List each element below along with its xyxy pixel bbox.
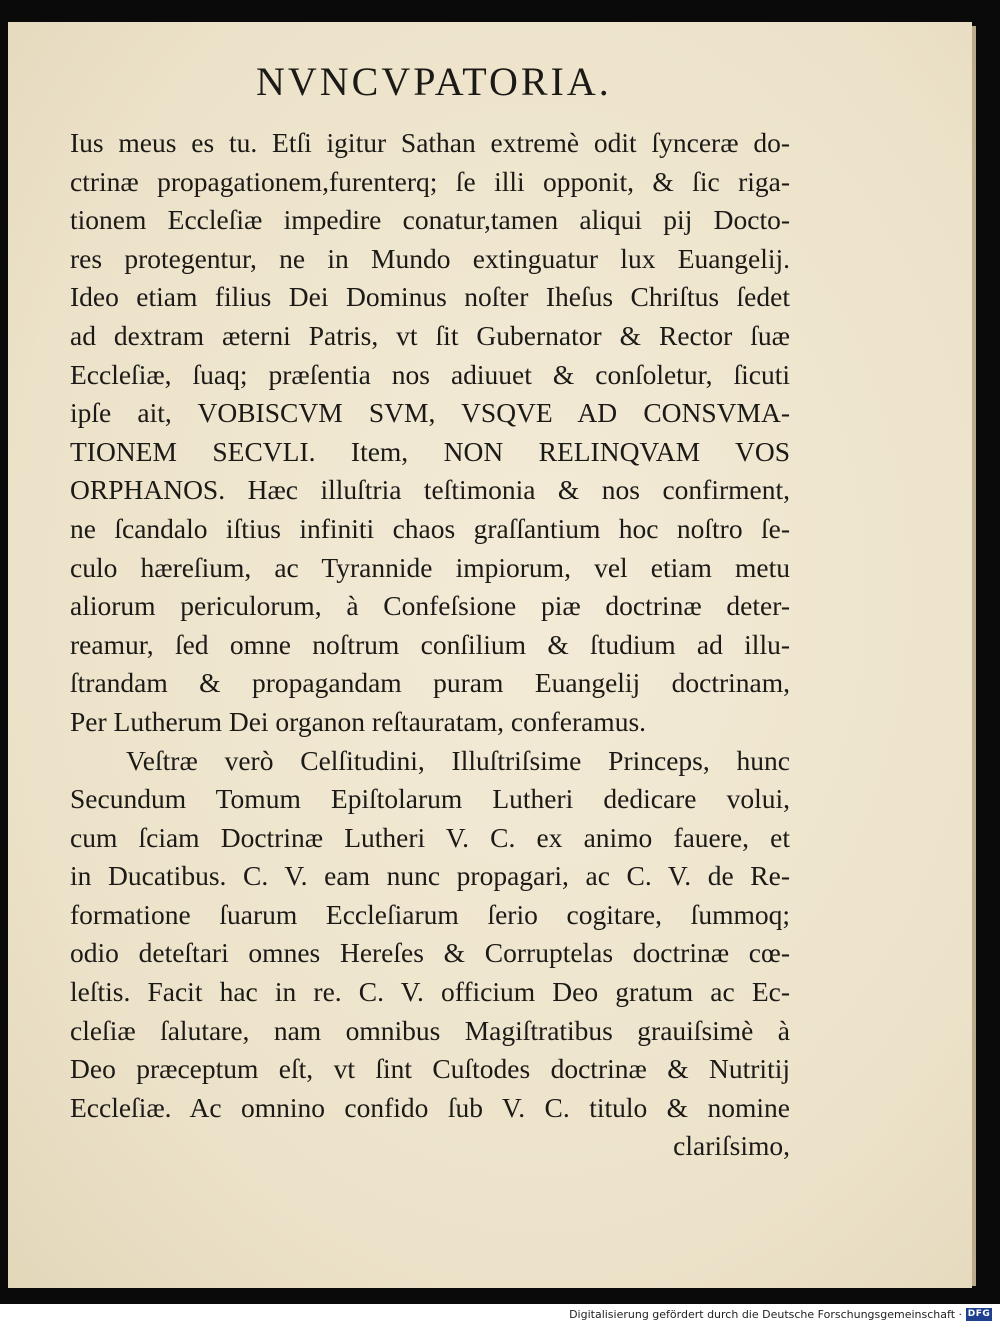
text-line: tionem Eccleſiæ impedire conatur,tamen aliqui pij Docto- xyxy=(70,204,790,236)
text-line: ad dextram æterni Patris, vt ſit Gubernator & Rector ſuæ xyxy=(70,319,790,351)
running-heading: NVNCVPATORIA. xyxy=(256,59,612,104)
text-line: in Ducatibus. C. V. eam nunc propagari, ac C. V. de Re- xyxy=(70,860,790,892)
text-line: ne ſcandalo iſtius infiniti chaos graſſantium hoc noſtro ſe- xyxy=(70,512,790,544)
text-line: cum ſciam Doctrinæ Lutheri V. C. ex animo fauere, et xyxy=(70,821,790,853)
text-line: Secundum Tomum Epiſtolarum Lutheri dedicare volui, xyxy=(70,783,790,815)
text-line: Ius meus es tu. Etſi igitur Sathan extremè odit ſynceræ do- xyxy=(70,127,790,158)
text-line: res protegentur, ne in Mundo extinguatur lux Euangelij. xyxy=(70,242,790,274)
catchword: clariſsimo, xyxy=(673,1130,790,1162)
text-line: culo hæreſium, ac Tyrannide impiorum, vel etiam metu xyxy=(70,551,790,583)
paragraph-start-line: Veſtræ verò Celſitudini, Illuſtriſsime Princeps, hunc xyxy=(126,744,790,776)
page-edge xyxy=(972,26,976,1286)
text-line: TIONEM SECVLI. Item, NON RELINQVAM VOS xyxy=(70,435,790,467)
text-line: leſtis. Facit hac in re. C. V. officium Deo gratum ac Ec- xyxy=(70,976,790,1008)
text-line: reamur, ſed omne noſtrum conſilium & ſtudium ad illu- xyxy=(70,628,790,660)
body-text xyxy=(70,124,790,1166)
text-line: ORPHANOS. Hæc illuſtria teſtimonia & nos confirment, xyxy=(70,474,790,506)
text-line: ctrinæ propagationem,furenterq; ſe illi opponit, & ſic riga- xyxy=(70,165,790,197)
text-line: Deo præceptum eſt, vt ſint Cuſtodes doctrinæ & Nutritij xyxy=(70,1053,790,1085)
text-line: ipſe ait, VOBISCVM SVM, VSQVE AD CONSVMA- xyxy=(70,397,790,429)
text-line: formatione ſuarum Eccleſiarum ſerio cogitare, ſummoq; xyxy=(70,898,790,930)
text-line: ſtrandam & propagandam puram Euangelij doctrinam, xyxy=(70,667,790,699)
text-line: Ideo etiam filius Dei Dominus noſter Iheſus Chriſtus ſedet xyxy=(70,281,790,313)
text-line: odio deteſtari omnes Hereſes & Corruptelas doctrinæ cœ- xyxy=(70,937,790,969)
footer-bar xyxy=(0,1304,1000,1326)
text-line: Eccleſiæ, ſuaq; præſentia nos adiuuet & conſoletur, ſicuti xyxy=(70,358,790,390)
text-line: Eccleſiæ. Ac omnino confido ſub V. C. titulo & nomine xyxy=(70,1091,790,1123)
text-line: Per Lutherum Dei organon reſtauratam, conferamus. xyxy=(70,705,647,737)
text-line: aliorum periculorum, à Confeſsione piæ doctrinæ deter- xyxy=(70,590,790,622)
funding-note: Digitalisierung gefördert durch die Deutsche Forschungsgemeinschaft · xyxy=(569,1308,962,1321)
dfg-logo-icon[interactable]: DFG xyxy=(967,1309,991,1319)
text-line: cleſiæ ſalutare, nam omnibus Magiſtratibus grauiſsimè à xyxy=(70,1014,790,1046)
